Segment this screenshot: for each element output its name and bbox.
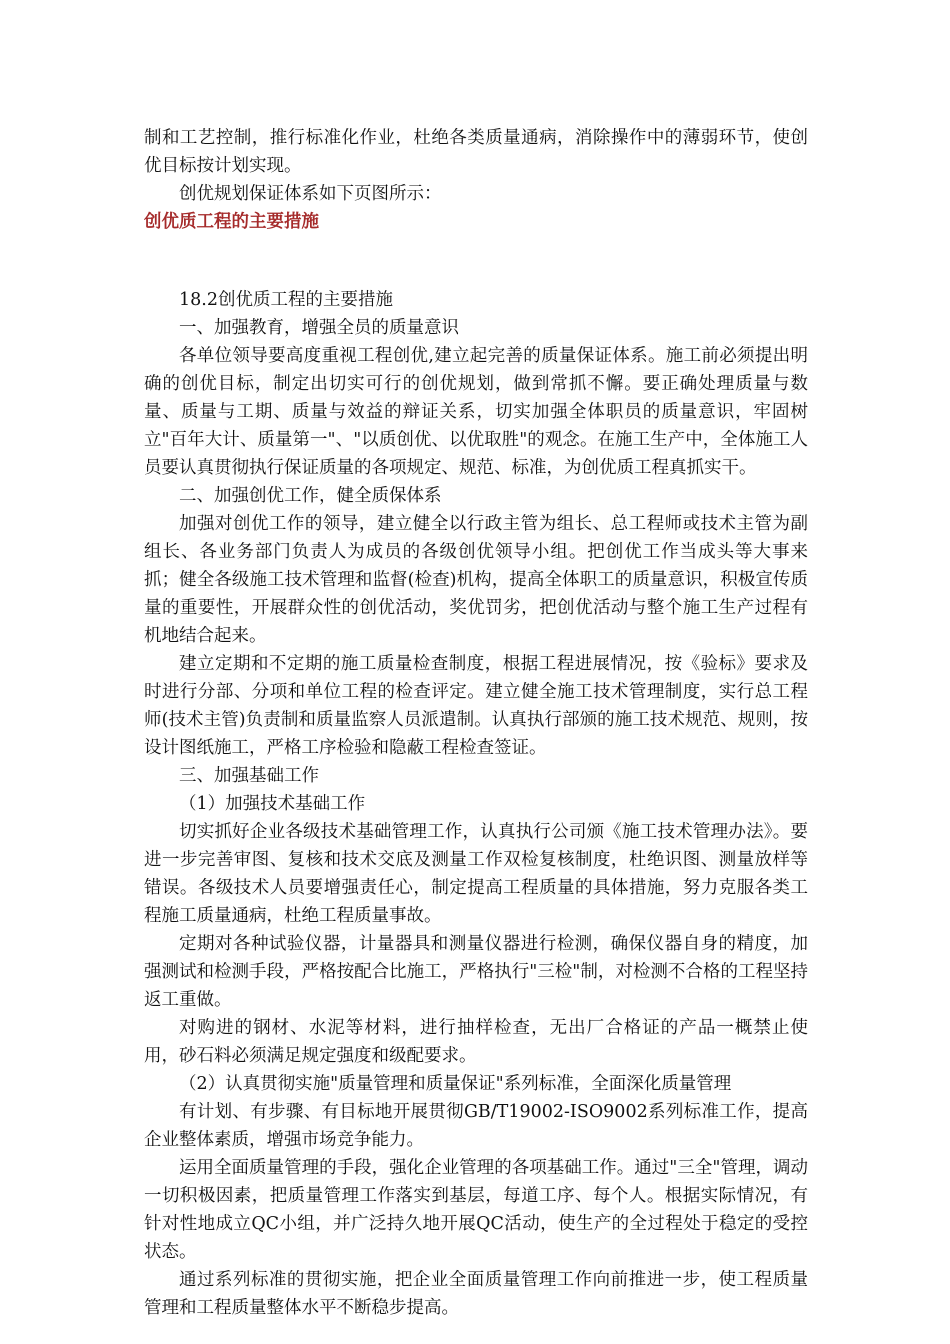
red-heading: 创优质工程的主要措施 <box>144 212 319 232</box>
heading-3: 三、加强基础工作 <box>179 766 319 786</box>
paragraph-8: 运用全面质量管理的手段，强化企业管理的各项基础工作。通过"三全"管理，调动一切积极因素，把质量管理工作落实到基层，每道工序、每个人。根据实际情况，有针对性地成立QC小组，并广泛持久地开展QC活动，使生产的全过程处于稳定的受控状态。 <box>144 1158 808 1262</box>
intro-line: 创优规划保证体系如下页图所示： <box>179 184 442 204</box>
paragraph-3: 建立定期和不定期的施工质量检查制度，根据工程进展情况，按《验标》要求及时进行分部、分项和单位工程的检查评定。建立健全施工技术管理制度，实行总工程师(技术主管)负责制和质量监察人员派遣制。认真执行部颁的施工技术规范、规则，按设计图纸施工，严格工序检验和隐蔽工程检查签证。 <box>144 654 808 758</box>
subheading-2: （2）认真贯彻实施"质量管理和质量保证"系列标准，全面深化质量管理 <box>179 1074 732 1094</box>
heading-1: 一、加强教育，增强全员的质量意识 <box>179 318 459 338</box>
paragraph-1: 各单位领导要高度重视工程创优,建立起完善的质量保证体系。施工前必须提出明确的创优目标，制定出切实可行的创优规划，做到常抓不懈。要正确处理质量与数量、质量与工期、质量与效益的辩证关系，切实加强全体职员的质量意识，牢固树立"百年大计、质量第一"、"以质创优、以优取胜"的观念。在施工生产中，全体施工人员要认真贯彻执行保证质量的各项规定、规范、标准，为创优质工程真抓实干。 <box>144 346 808 478</box>
section-title: 18.2创优质工程的主要措施 <box>179 290 393 310</box>
paragraph-4: 切实抓好企业各级技术基础管理工作，认真执行公司颁《施工技术管理办法》。要进一步完善审图、复核和技术交底及测量工作双检复核制度，杜绝识图、测量放样等错误。各级技术人员要增强责任心，制定提高工程质量的具体措施，努力克服各类工程施工质量通病，杜绝工程质量事故。 <box>144 822 808 926</box>
paragraph-7: 有计划、有步骤、有目标地开展贯彻GB/T19002-ISO9002系列标准工作，提高企业整体素质，增强市场竞争能力。 <box>144 1102 808 1150</box>
subheading-1: （1）加强技术基础工作 <box>179 794 366 814</box>
spacer <box>144 236 808 286</box>
paragraph-2: 加强对创优工作的领导，建立健全以行政主管为组长、总工程师或技术主管为副组长、各业务部门负责人为成员的各级创优领导小组。把创优工作当成头等大事来抓；健全各级施工技术管理和监督(检查)机构，提高全体职工的质量意识，积极宣传质量的重要性，开展群众性的创优活动，奖优罚劣，把创优活动与整个施工生产过程有机地结合起来。 <box>144 514 808 646</box>
paragraph-6: 对购进的钢材、水泥等材料，进行抽样检查，无出厂合格证的产品一概禁止使用，砂石料必须满足规定强度和级配要求。 <box>144 1018 808 1066</box>
paragraph-5: 定期对各种试验仪器，计量器具和测量仪器进行检测，确保仪器自身的精度，加强测试和检测手段，严格按配合比施工，严格执行"三检"制，对检测不合格的工程坚持返工重做。 <box>144 934 808 1010</box>
lead-paragraph: 制和工艺控制，推行标准化作业，杜绝各类质量通病，消除操作中的薄弱环节，使创优目标按计划实现。 <box>144 128 808 176</box>
paragraph-9: 通过系列标准的贯彻实施，把企业全面质量管理工作向前推进一步，使工程质量管理和工程质量整体水平不断稳步提高。 <box>144 1270 808 1318</box>
heading-2: 二、加强创优工作，健全质保体系 <box>179 486 442 506</box>
document-page <box>144 124 808 1322</box>
